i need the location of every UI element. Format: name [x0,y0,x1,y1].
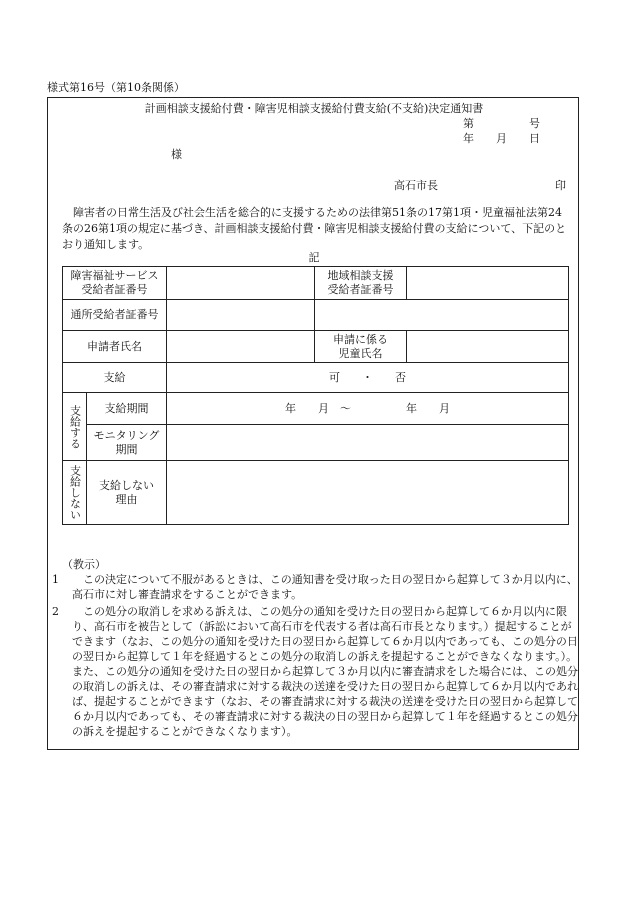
child-name-field[interactable] [407,331,569,363]
cert-no-boxes[interactable] [167,267,315,300]
payment-label: 支給 [63,363,167,393]
note-item-2 [52,604,578,744]
payment-choice[interactable]: 可 ・ 否 [167,363,569,393]
note-item-1 [52,572,578,604]
document-title: 計画相談支援給付費・障害児相談支援給付費支給(不支給)決定通知書 [144,102,484,115]
pay-no-group-label: 支給しない [63,461,87,525]
seal-mark: 印 [555,179,566,192]
reason-field[interactable] [167,461,569,525]
number-label: 第 号 [463,117,540,130]
addressee-suffix: 様 [171,148,182,161]
period-label: 支給期間 [87,393,167,425]
period-field[interactable]: 年 月 ～ 年 月 [167,393,569,425]
note-number: 1 [52,573,59,586]
issuer-name: 高石市長 [394,179,438,192]
monitoring-label: モニタリング 期間 [87,425,167,461]
regional-cert-label: 地域相談支援 受給者証番号 [315,267,407,300]
notice-body: 障害者の日常生活及び社会生活を総合的に支援するための法律第51条の17第1項・児童福祉法第24条の26第1項の規定に基づき、計画相談支援給付費・障害児相談支援給付費の支給について、下記のとおり通知します。 [62,206,567,251]
regional-cert-boxes[interactable] [407,267,569,300]
issue-date: 年 月 日 [463,132,540,145]
note-text: この処分の取消しを求める訴えは、この処分の通知を受けた日の翌日から起算して６か月以内に限り、高石市を被告として（訴訟において高石市を代表する者は高石市長となります。）提起することができます（なお、この処分の通知を受けた日の翌日から起算して６か月以内であっても、この処分の日の翌日から起算して１年を経過するとこの処分の取消しの訴えを提起することができなくなります。）。また、この処分の通知を受けた日の翌日から起算して３か月以内に審査請求をした場合には、この処分の取消しの訴えは、その審査請求に対する裁決の送達を受けた日の翌日から起算して６か月以内であれば、提起することができます（なお、その審査請求に対する裁決の送達を受けた日の翌日から起算して６か月以内であっても、その審査請求に対する裁決の日の翌日から起算して１年を経過するとこの処分の訴えを提起することができなくなります）。 [72,605,578,738]
ki-heading: 記 [308,251,320,264]
child-name-label: 申請に係る 児童氏名 [315,331,407,363]
note-text: この決定について不服があるときは、この通知書を受け取った日の翌日から起算して３か月以内に、高石市に対し審査請求をすることができます。 [72,573,578,601]
note-number: 2 [52,605,59,618]
facility-cert-boxes[interactable] [167,300,315,331]
applicant-name-label: 申請者氏名 [63,331,167,363]
applicant-name-field[interactable] [167,331,315,363]
notes-heading: （教示） [62,558,106,571]
reason-label: 支給しない 理由 [87,461,167,525]
facility-cert-blank [315,300,569,331]
cert-no-label: 障害福祉サービス 受給者証番号 [63,267,167,300]
decision-table [62,266,569,525]
document-number [463,115,573,131]
facility-cert-label: 通所受給者証番号 [63,300,167,331]
monitoring-field[interactable] [167,425,569,461]
notice-frame [47,97,579,750]
pay-yes-group-label: 支給する [63,393,87,461]
form-number-label: 様式第16号（第10条関係） [47,81,185,94]
